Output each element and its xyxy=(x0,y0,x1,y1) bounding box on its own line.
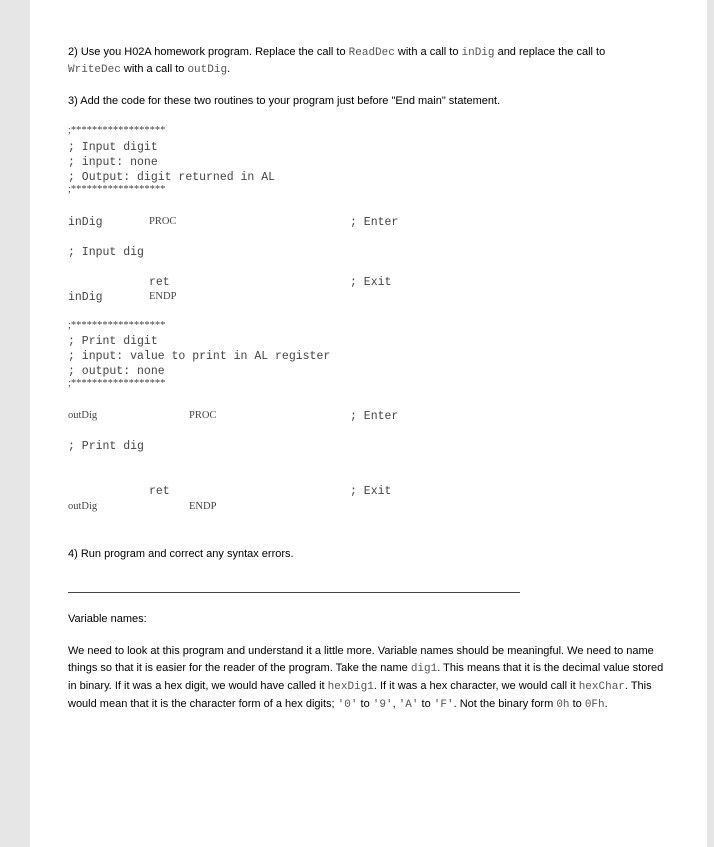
code-comment: ; Input dig xyxy=(68,246,144,259)
code-comment: ; input: value to print in AL register xyxy=(68,350,331,363)
step-2-text: 2) Use you H02A homework program. Replace the call to xyxy=(68,46,349,58)
code-comment: ; Output: digit returned in AL xyxy=(68,171,276,184)
proc-keyword: PROC xyxy=(189,410,217,421)
code-char-f: 'F' xyxy=(433,699,454,711)
code-indig: inDig xyxy=(461,47,495,59)
code-char-9: '9' xyxy=(372,699,393,711)
code-dig1: dig1 xyxy=(410,663,438,675)
proc-label: inDig xyxy=(68,291,103,304)
code-comment: ; Exit xyxy=(350,485,392,498)
code-hexchar: hexChar xyxy=(578,681,625,693)
code-outdig: outDig xyxy=(187,64,228,76)
code-char-0: '0' xyxy=(337,699,358,711)
step-2-text: with a call to xyxy=(120,63,188,75)
step-2-text: . xyxy=(227,63,231,75)
code-0h: 0h xyxy=(556,699,570,711)
ret-instruction: ret xyxy=(149,276,170,289)
code-comment: ; Enter xyxy=(350,410,399,423)
code-0fh: 0Fh xyxy=(584,699,605,711)
endp-keyword: ENDP xyxy=(149,291,177,302)
comment-stars: ;****************** xyxy=(68,320,166,331)
endp-keyword: ENDP xyxy=(189,501,217,512)
step-2-text: with a call to xyxy=(394,46,462,58)
proc-keyword: PROC xyxy=(149,216,177,227)
code-comment: ; output: none xyxy=(68,365,165,378)
code-comment: ; Print digit xyxy=(68,335,158,348)
comment-stars: ;****************** xyxy=(68,184,166,195)
code-comment: ; Input digit xyxy=(68,141,158,154)
step-2-line-1 xyxy=(68,44,605,61)
section-title: Variable names: xyxy=(68,613,147,625)
variable-names-paragraph: We need to look at this program and understand it a little more. Variable names should be meaningful. We need to name things so that it is easier for the reader of the program. Take the name dig1. This means that it is the decimal value stored in binary. If it was a hex digit, we would have called it hexDig1. If it was a hex character, we would call it hexChar. This would mean that it is the character form of a hex digits; '0' to '9', 'A' to 'F'. Not the binary form 0h to 0Fh. xyxy=(68,645,664,711)
proc-label: outDig xyxy=(68,410,98,421)
proc-label: inDig xyxy=(68,216,103,229)
step-3: 3) Add the code for these two routines to your program just before "End main" statement. xyxy=(68,95,501,107)
step-2-text: and replace the call to xyxy=(494,46,606,58)
code-readdec: ReadDec xyxy=(348,47,395,59)
horizontal-divider xyxy=(68,592,520,593)
comment-stars: ;****************** xyxy=(68,378,166,389)
document-page xyxy=(30,0,707,847)
comment-stars: ;****************** xyxy=(68,125,166,136)
ret-instruction: ret xyxy=(149,485,170,498)
code-hexdig1: hexDig1 xyxy=(327,681,374,693)
code-comment: ; input: none xyxy=(68,156,158,169)
step-4: 4) Run program and correct any syntax errors. xyxy=(68,548,294,560)
code-comment: ; Print dig xyxy=(68,440,144,453)
proc-label: outDig xyxy=(68,501,98,512)
code-writedec: WriteDec xyxy=(68,64,121,76)
code-comment: ; Enter xyxy=(350,216,399,229)
step-2-line-2 xyxy=(68,61,230,78)
code-comment: ; Exit xyxy=(350,276,392,289)
code-char-a: 'A' xyxy=(398,699,419,711)
